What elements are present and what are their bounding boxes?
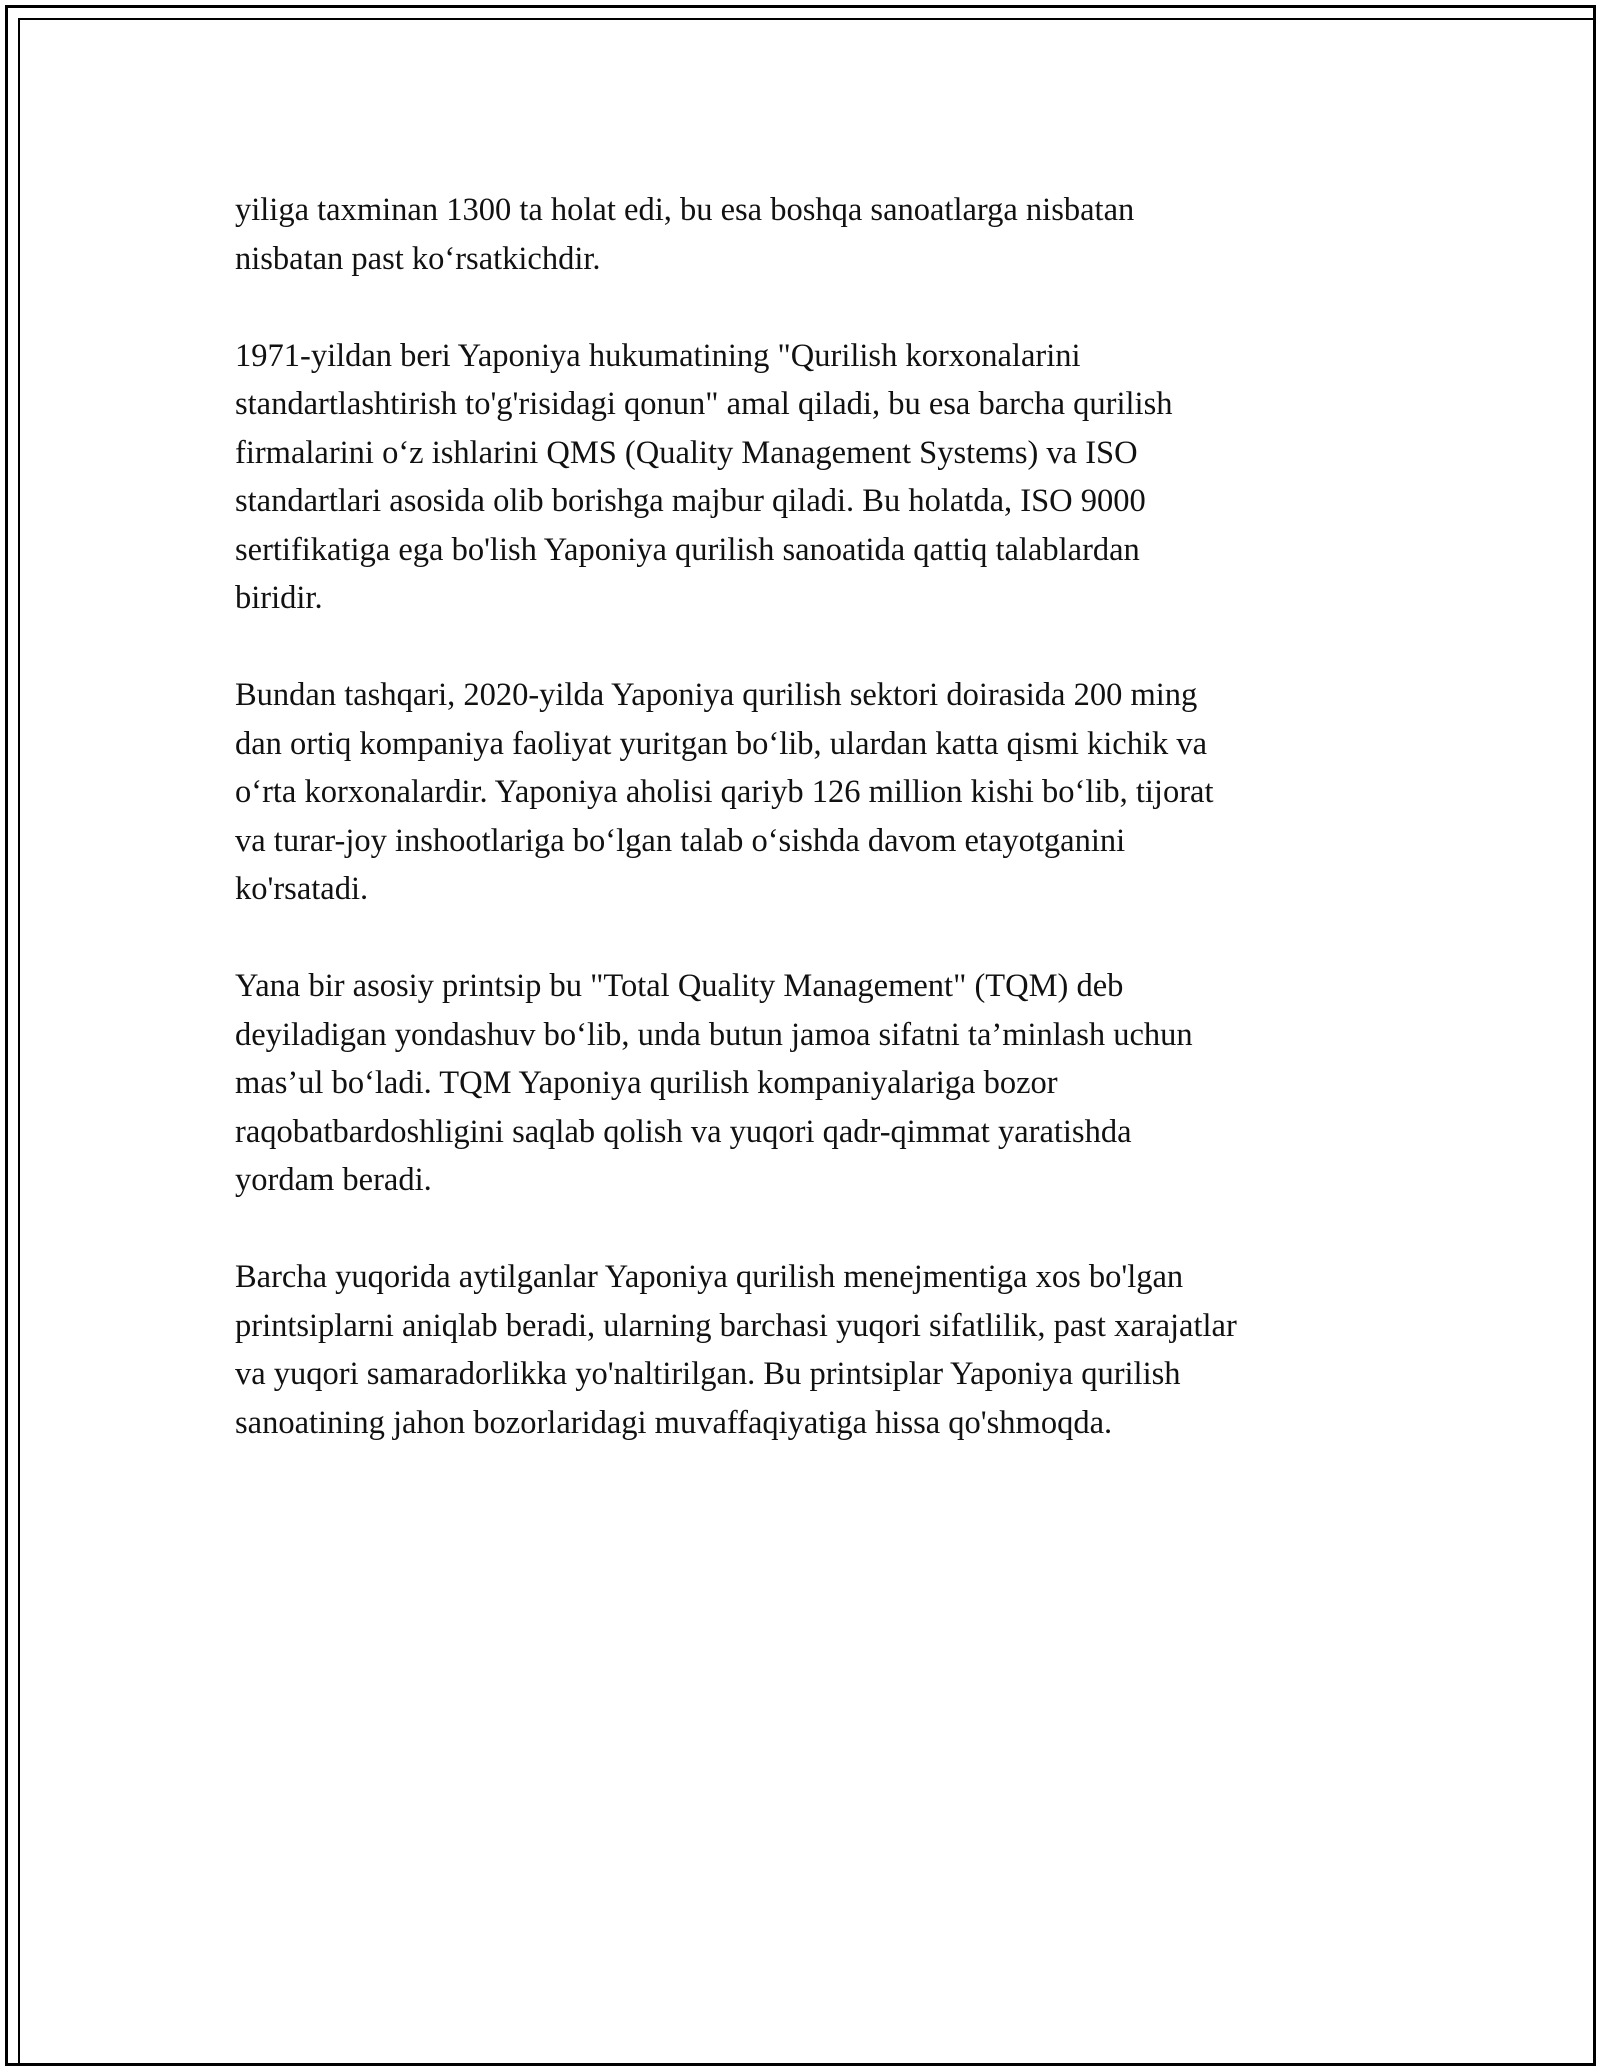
document-body <box>235 186 1375 1447</box>
text-line: dan ortiq kompaniya faoliyat yuritgan bo‘lib, ulardan katta qismi kichik va <box>235 725 1208 762</box>
text-line: sertifikatiga ega bo'lish Yaponiya qurilish sanoatida qattiq talablardan <box>235 531 1140 568</box>
paragraph-conclusion <box>235 1253 1375 1447</box>
paragraph-accident-rate <box>235 186 1375 283</box>
text-line: nisbatan past ko‘rsatkichdir. <box>235 240 601 277</box>
paragraph-standardization-law <box>235 332 1375 623</box>
text-line: va yuqori samaradorlikka yo'naltirilgan. Bu printsiplar Yaponiya qurilish <box>235 1356 1181 1392</box>
text-line: biridir. <box>235 580 323 616</box>
text-line: va turar-joy inshootlariga bo‘lgan talab o‘sishda davom etayotganini <box>235 822 1126 859</box>
text-line: deyiladigan yondashuv bo‘lib, unda butun jamoa sifatni ta’minlash uchun <box>235 1016 1193 1053</box>
text-line: mas’ul bo‘ladi. TQM Yaponiya qurilish kompaniyalariga bozor <box>235 1065 1058 1101</box>
text-line: Yana bir asosiy printsip bu "Total Quality Management" (TQM) deb <box>235 968 1124 1004</box>
text-line: standartlari asosida olib borishga majbur qiladi. Bu holatda, ISO 9000 <box>235 483 1146 519</box>
text-line: standartlashtirish to'g'risidagi qonun" amal qiladi, bu esa barcha qurilish <box>235 386 1173 422</box>
text-line: Barcha yuqorida aytilganlar Yaponiya qurilish menejmentiga xos bo'lgan <box>235 1259 1184 1295</box>
text-line: ko'rsatadi. <box>235 871 369 907</box>
text-line: yiliga taxminan 1300 ta holat edi, bu esa boshqa sanoatlarga nisbatan <box>235 192 1135 228</box>
text-line: Bundan tashqari, 2020-yilda Yaponiya qurilish sektori doirasida 200 ming <box>235 677 1198 713</box>
text-line: o‘rta korxonalardir. Yaponiya aholisi qariyb 126 million kishi bo‘lib, tijorat <box>235 774 1214 810</box>
text-line: sanoatining jahon bozorlaridagi muvaffaqiyatiga hissa qo'shmoqda. <box>235 1404 1113 1441</box>
paragraph-tqm <box>235 962 1375 1205</box>
text-line: firmalarini o‘z ishlarini QMS (Quality Management Systems) va ISO <box>235 434 1138 471</box>
paragraph-construction-sector <box>235 671 1375 914</box>
text-line: printsiplarni aniqlab beradi, ularning barchasi yuqori sifatlilik, past xarajatlar <box>235 1307 1237 1344</box>
text-line: yordam beradi. <box>235 1162 432 1198</box>
text-line: 1971-yildan beri Yaponiya hukumatining "Qurilish korxonalarini <box>235 337 1081 374</box>
text-line: raqobatbardoshligini saqlab qolish va yuqori qadr-qimmat yaratishda <box>235 1113 1132 1150</box>
